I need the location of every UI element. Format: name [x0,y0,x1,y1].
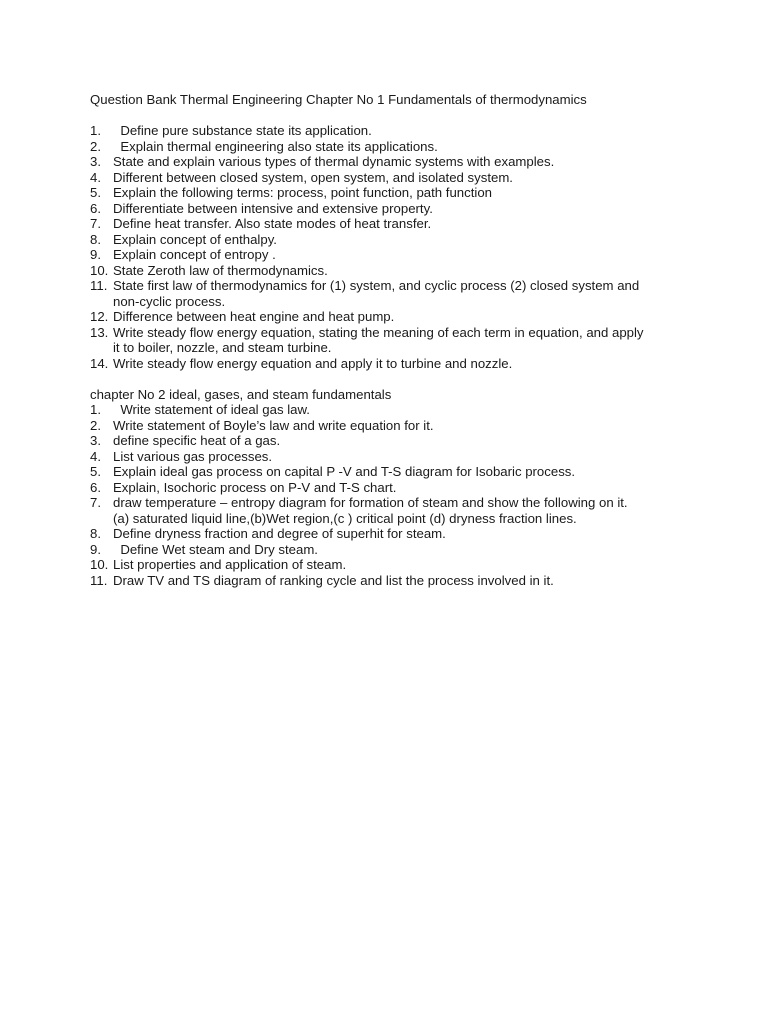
question-text: Define heat transfer. Also state modes of heat transfer. [113,216,432,231]
question-item [90,232,690,248]
question-text: draw temperature – entropy diagram for formation of steam and show the following on it. [113,495,628,510]
chapter2-question-list [90,402,690,588]
question-number: 13. [90,324,109,340]
question-text: State Zeroth law of thermodynamics. [113,262,328,278]
question-item [90,154,690,170]
question-number: 3. [90,433,101,448]
question-text: Write statement of ideal gas law. [113,402,310,417]
question-number: 1. [90,402,101,417]
question-item [90,139,690,155]
question-number: 8. [90,231,101,247]
question-number: 10. [90,557,109,572]
question-item [90,542,690,558]
question-number: 7. [90,495,101,510]
question-text: Different between closed system, open system, and isolated system. [113,169,513,185]
question-item [90,356,690,372]
spacer [90,108,690,124]
question-item [90,201,690,217]
question-text: Define dryness fraction and degree of superhit for steam. [113,526,446,541]
question-text: Define pure substance state its application. [113,123,372,138]
question-item [90,216,690,232]
question-text: State and explain various types of thermal dynamic systems with examples. [113,154,555,169]
chapter1-title: Question Bank Thermal Engineering Chapter No 1 Fundamentals of thermodynamics [90,92,587,107]
question-item [90,185,690,201]
question-item [90,418,690,434]
question-number: 2. [90,138,101,154]
question-number: 2. [90,417,101,433]
question-item [90,557,690,573]
question-text: Explain the following terms: process, point function, path function [113,185,492,200]
question-text: Draw TV and TS diagram of ranking cycle and list the process involved in it. [113,572,554,588]
question-number: 11. [90,278,108,293]
chapter2-title: chapter No 2 ideal, gases, and steam fundamentals [90,386,392,402]
question-text: (a) saturated liquid line,(b)Wet region,(c ) critical point (d) dryness fraction lines. [113,510,577,526]
question-text: Differentiate between intensive and extensive property. [113,200,433,216]
question-number: 11. [90,572,108,588]
chapter1-question-list [90,123,690,371]
question-number: 4. [90,169,101,185]
question-text: it to boiler, nozzle, and steam turbine. [113,340,332,355]
question-item [90,495,690,526]
question-text: define specific heat of a gas. [113,433,281,448]
question-number: 6. [90,200,101,216]
question-item [90,309,690,325]
question-number: 9. [90,541,101,557]
question-number: 6. [90,479,101,495]
question-number: 3. [90,154,101,169]
question-number: 5. [90,464,101,479]
question-number: 14. [90,355,109,371]
document-content [90,92,690,588]
question-text: List properties and application of steam. [113,557,347,572]
question-text: Write steady flow energy equation and apply it to turbine and nozzle. [113,355,513,371]
question-text: Explain ideal gas process on capital P -V and T-S diagram for Isobaric process. [113,464,576,479]
question-text: Difference between heat engine and heat pump. [113,309,395,324]
question-item [90,123,690,139]
question-text: Explain thermal engineering also state its applications. [113,138,438,154]
question-item [90,278,690,309]
question-text: List various gas processes. [113,448,273,464]
question-item [90,170,690,186]
question-item [90,464,690,480]
question-text: Write statement of Boyle’s law and write equation for it. [113,417,434,433]
question-number: 9. [90,247,101,262]
question-item [90,263,690,279]
question-item [90,402,690,418]
question-item [90,325,690,356]
question-item [90,480,690,496]
question-text: Explain concept of enthalpy. [113,231,277,247]
question-number: 5. [90,185,101,200]
question-number: 10. [90,262,109,278]
question-number: 12. [90,309,109,324]
question-text: Write steady flow energy equation, stating the meaning of each term in equation, and apply [113,324,644,340]
question-item [90,449,690,465]
question-number: 4. [90,448,101,464]
question-number: 1. [90,123,101,138]
question-text: Explain, Isochoric process on P-V and T-S chart. [113,479,397,495]
question-item [90,526,690,542]
question-item [90,247,690,263]
question-item [90,433,690,449]
question-text: State first law of thermodynamics for (1) system, and cyclic process (2) closed system and [113,278,640,293]
question-text: non-cyclic process. [113,293,226,309]
question-item [90,573,690,589]
question-text: Define Wet steam and Dry steam. [113,541,318,557]
question-number: 8. [90,526,101,541]
question-text: Explain concept of entropy . [113,247,276,262]
question-number: 7. [90,216,101,231]
